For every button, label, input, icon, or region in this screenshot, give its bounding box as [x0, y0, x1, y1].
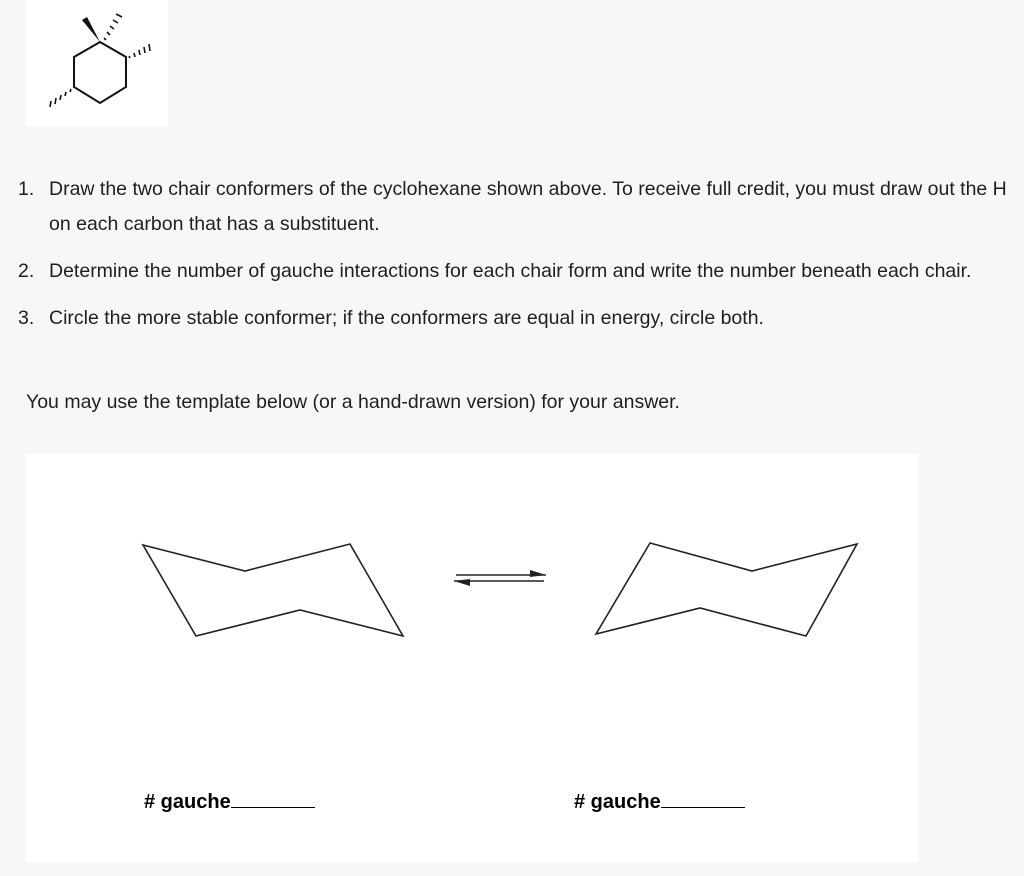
hashed-bond-left-icon: [50, 89, 71, 107]
cyclohexane-ring: [74, 42, 126, 103]
left-gauche-label: # gauche: [144, 791, 231, 813]
instruction-number: 3.: [18, 307, 35, 329]
instruction-number: 2.: [18, 260, 35, 282]
left-gauche-answer: [144, 791, 315, 814]
molecule-panel: [26, 0, 168, 126]
left-chair-outline: [143, 544, 403, 636]
instruction-item: [18, 301, 1008, 336]
cyclohexane-skeletal-structure-icon: [26, 0, 168, 126]
instruction-text: Draw the two chair conformers of the cyclohexane shown above. To receive full credit, you must draw out the H on each carbon that has a substituent.: [49, 178, 1007, 235]
instructions-list: [18, 172, 1008, 348]
wedge-bond-icon: [82, 17, 100, 42]
template-note: You may use the template below (or a hand-drawn version) for your answer.: [26, 391, 680, 413]
hashed-bond-right-icon: [129, 44, 150, 58]
right-gauche-answer: [574, 791, 745, 814]
right-gauche-blank[interactable]: [661, 793, 745, 808]
instruction-item: [18, 254, 1008, 289]
left-gauche-blank[interactable]: [231, 793, 315, 808]
template-panel: [26, 454, 918, 862]
equilibrium-arrows-icon: [454, 570, 546, 586]
right-gauche-label: # gauche: [574, 791, 661, 813]
instruction-text: Determine the number of gauche interactions for each chair form and write the number beneath each chair.: [49, 260, 972, 282]
hashed-bond-top-icon: [104, 14, 122, 40]
instruction-item: [18, 172, 1008, 242]
instruction-text: Circle the more stable conformer; if the conformers are equal in energy, circle both.: [49, 307, 764, 329]
right-chair-outline: [596, 543, 857, 636]
instruction-number: 1.: [18, 178, 35, 200]
